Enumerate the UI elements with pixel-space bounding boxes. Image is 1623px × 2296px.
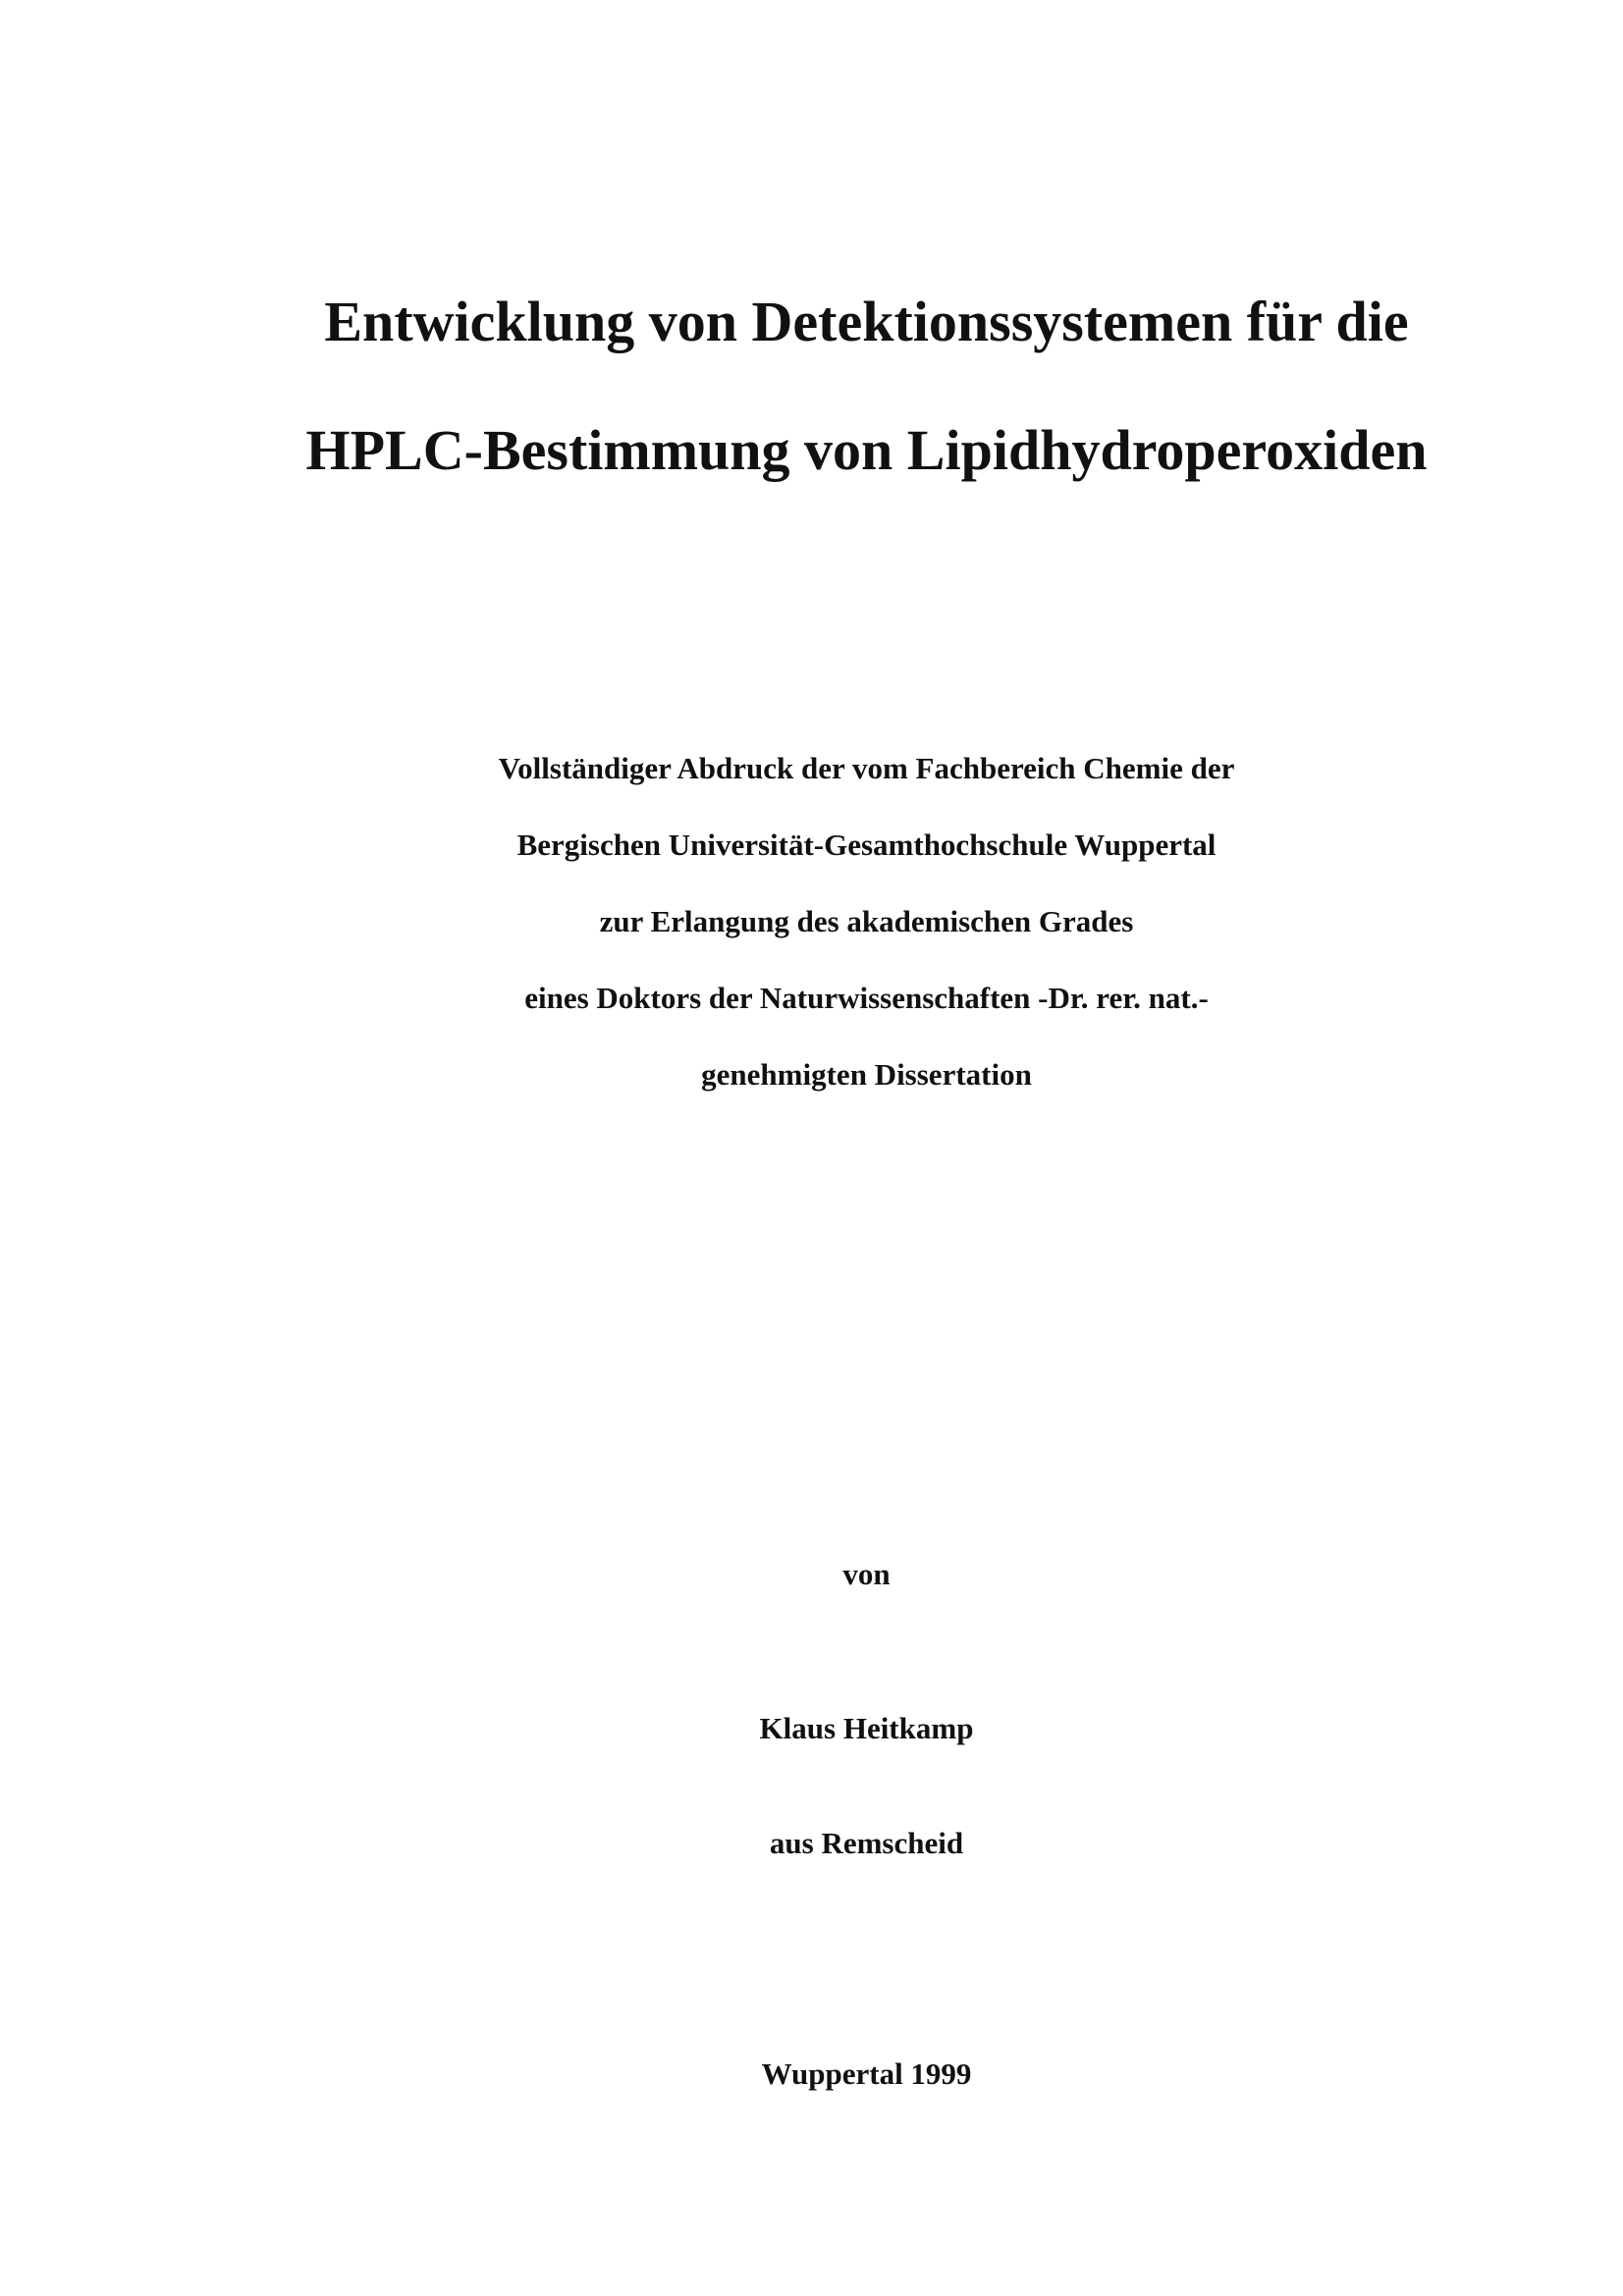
author-origin: aus Remscheid [769, 1826, 964, 1860]
subtitle-line-5: genehmigten Dissertation [701, 1057, 1032, 1092]
author-name: Klaus Heitkamp [759, 1711, 974, 1745]
title-line-1: Entwicklung von Detektionssystemen für die [324, 290, 1409, 353]
subtitle-line-3: zur Erlangung des akademischen Grades [599, 904, 1134, 938]
place-year: Wuppertal 1999 [761, 2056, 972, 2091]
subtitle-line-2: Bergischen Universität-Gesamthochschule Wuppertal [516, 828, 1217, 862]
subtitle-line-1: Vollständiger Abdruck der vom Fachbereich Chemie der [498, 751, 1235, 785]
subtitle-line-4: eines Doktors der Naturwissenschaften -Dr. rer. nat.- [524, 981, 1209, 1015]
by-label: von [842, 1557, 891, 1591]
title-line-2: HPLC-Bestimmung von Lipidhydroperoxiden [305, 418, 1428, 482]
